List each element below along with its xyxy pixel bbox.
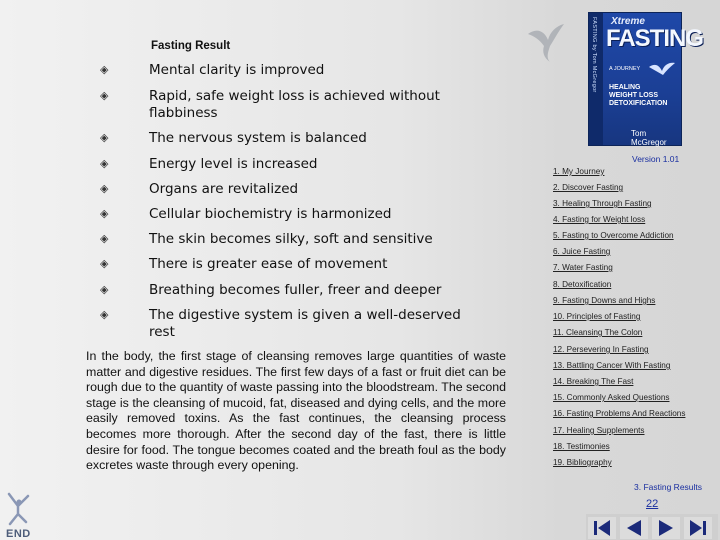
- navigation-bar: [586, 514, 718, 540]
- toc-link[interactable]: 3. Healing Through Fasting: [553, 199, 652, 208]
- diamond-flourish-icon: ◈: [100, 157, 109, 170]
- diamond-flourish-icon: ◈: [100, 283, 109, 296]
- cover-bird-icon: [647, 61, 677, 81]
- diamond-flourish-icon: ◈: [100, 308, 109, 321]
- toc-link[interactable]: 15. Commonly Asked Questions: [553, 393, 670, 402]
- diamond-flourish-icon: ◈: [100, 232, 109, 245]
- diamond-flourish-icon: ◈: [100, 89, 109, 102]
- body-paragraph: In the body, the first stage of cleansing removes large quantities of waste matter and digestive residues. The first few days of a fast or fruit diet can be rough due to the quantity of waste passing into the bloodstream. The second stage is the cleansing of mucoid, fat, diseased and dying cells, and the more easily removed toxins. As the fast continues, the cleansing process becomes more thorough. After the second day of the fast, there is little desire for food. The tongue becomes coated and the breath foul as the body excretes waste through every opening.: [86, 349, 506, 473]
- bullet-text: There is greater ease of movement: [149, 256, 388, 272]
- end-button[interactable]: END: [6, 528, 31, 540]
- bullet-text: The skin becomes silky, soft and sensitive: [149, 231, 433, 247]
- bullet-text: Cellular biochemistry is harmonized: [149, 206, 392, 222]
- bullet-text: Energy level is increased: [149, 156, 318, 172]
- cover-tagline: A JOURNEY: [609, 66, 641, 72]
- cover-author: Tom McGregor: [631, 129, 667, 147]
- cover-subtitle: HEALING WEIGHT LOSS DETOXIFICATION: [609, 84, 668, 107]
- toc-link[interactable]: 2. Discover Fasting: [553, 183, 624, 192]
- toc-link[interactable]: 13. Battling Cancer With Fasting: [553, 361, 671, 370]
- toc-link[interactable]: 12. Persevering In Fasting: [553, 345, 649, 354]
- diamond-flourish-icon: ◈: [100, 131, 109, 144]
- diamond-flourish-icon: ◈: [100, 207, 109, 220]
- cover-spine: [589, 13, 603, 145]
- toc-link[interactable]: 5. Fasting to Overcome Addiction: [553, 231, 674, 240]
- toc-link[interactable]: 16. Fasting Problems And Reactions: [553, 409, 686, 418]
- toc-link[interactable]: 10. Principles of Fasting: [553, 312, 641, 321]
- toc-link[interactable]: 19. Bibliography: [553, 458, 612, 467]
- version-label: Version 1.01: [632, 154, 680, 164]
- bullet-text: Mental clarity is improved: [149, 62, 325, 78]
- seagull-icon: [526, 22, 566, 64]
- toc-link[interactable]: 4. Fasting for Weight loss: [553, 215, 646, 224]
- toc-link[interactable]: 7. Water Fasting: [553, 263, 613, 272]
- next-page-icon[interactable]: [652, 517, 680, 539]
- toc-link[interactable]: 18. Testimonies: [553, 442, 610, 451]
- cover-small-title: Xtreme: [611, 16, 645, 27]
- first-page-icon[interactable]: [588, 517, 616, 539]
- cover-spine-text: FASTING by Tom McGregor: [591, 17, 597, 93]
- diamond-flourish-icon: ◈: [100, 182, 109, 195]
- toc-link[interactable]: 6. Juice Fasting: [553, 247, 611, 256]
- previous-page-icon[interactable]: [620, 517, 648, 539]
- toc-link[interactable]: 9. Fasting Downs and Highs: [553, 296, 656, 305]
- last-page-icon[interactable]: [684, 517, 712, 539]
- bullet-text: Rapid, safe weight loss is achieved without flabbiness: [149, 88, 440, 121]
- diamond-flourish-icon: ◈: [100, 63, 109, 76]
- toc-link[interactable]: 8. Detoxification: [553, 280, 612, 289]
- bullet-text: The nervous system is balanced: [149, 130, 367, 146]
- current-section-label: 3. Fasting Results: [634, 482, 703, 492]
- slide-title: Fasting Result: [151, 40, 231, 52]
- toc-link[interactable]: 17. Healing Supplements: [553, 426, 645, 435]
- cover-big-title: FASTING: [606, 25, 704, 52]
- bullet-text: Organs are revitalized: [149, 181, 299, 197]
- book-cover-image: [588, 12, 704, 147]
- toc-link[interactable]: 14. Breaking The Fast: [553, 377, 634, 386]
- toc-link[interactable]: 11. Cleansing The Colon: [553, 328, 643, 337]
- jumping-figure-icon: [6, 492, 32, 526]
- toc-link[interactable]: 1. My Journey: [553, 167, 605, 176]
- bullet-text: The digestive system is given a well-deserved rest: [149, 307, 461, 340]
- page-number: 22: [646, 498, 659, 510]
- bullet-text: Breathing becomes fuller, freer and deeper: [149, 282, 442, 298]
- diamond-flourish-icon: ◈: [100, 257, 109, 270]
